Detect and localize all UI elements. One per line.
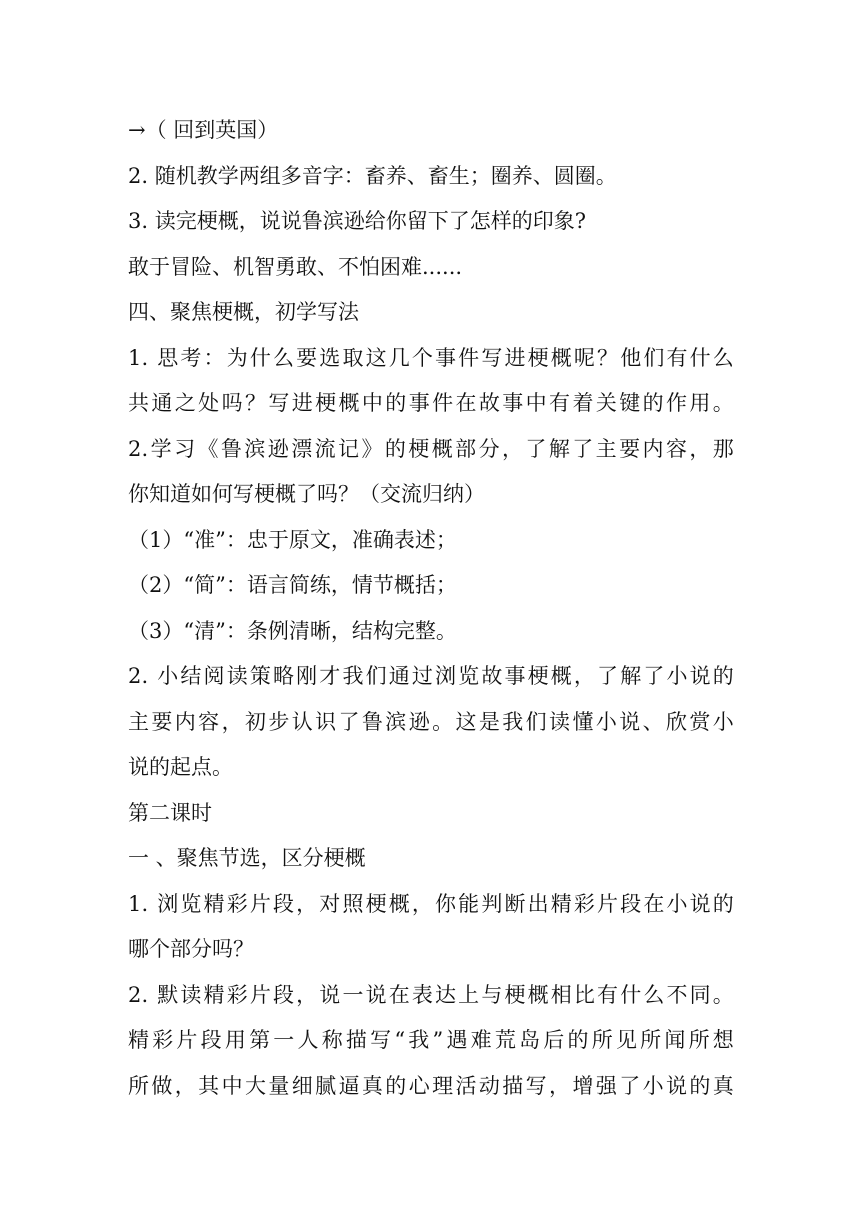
line-point-accurate: （1）“准”：忠于原文，准确表述； (128, 527, 457, 552)
line-polyphonic-characters: 2. 随机教学两组多音字：畜养、畜生；圈养、圆圈。 (128, 163, 617, 188)
document-body (128, 108, 734, 1109)
line-return-england: →（ 回到英国） (128, 118, 279, 142)
line-summary-strategy: 2. 小结阅读策略刚才我们通过浏览故事梗概，了解了小说的 (128, 664, 734, 688)
line-read-excerpt: 2. 默读精彩片段，说一说在表达上与梗概相比有什么不同。 (128, 982, 734, 1007)
line-point-concise: （2）“简”：语言简练，情节概括； (128, 573, 457, 597)
section-heading-focus-excerpt: 一 、聚焦节选，区分梗概 (128, 846, 366, 870)
line-think-answer: 共通之处吗？写进梗概中的事件在故事中有着关键的作用。 (128, 391, 734, 415)
line-point-clear: （3）“清”：条例清晰，结构完整。 (128, 618, 457, 643)
line-impression-answer: 敢于冒险、机智勇敢、不怕困难...... (128, 254, 463, 279)
line-think-question: 1. 思考：为什么要选取这几个事件写进梗概呢？他们有什么 (128, 345, 734, 370)
line-learn-summary: 2.学习《鲁滨逊漂流记》的梗概部分，了解了主要内容，那 (128, 436, 734, 461)
section-heading-second-lesson: 第二课时 (128, 800, 212, 825)
line-browse-excerpt: 1. 浏览精彩片段，对照梗概，你能判断出精彩片段在小说的 (128, 891, 734, 916)
line-browse-excerpt-cont: 哪个部分吗？ (128, 937, 254, 961)
line-summary-strategy-end: 说的起点。 (128, 755, 233, 779)
line-impression-question: 3. 读完梗概，说说鲁滨逊给你留下了怎样的印象? (128, 209, 586, 233)
line-excerpt-analysis: 精彩片段用第一人称描写“我”遇难荒岛后的所见所闻所想 (128, 1028, 734, 1052)
line-summary-strategy-cont: 主要内容，初步认识了鲁滨逊。这是我们读懂小说、欣赏小 (128, 709, 734, 734)
line-excerpt-analysis-cont: 所做，其中大量细腻逼真的心理活动描写，增强了小说的真 (128, 1073, 734, 1098)
line-learn-summary-cont: 你知道如何写梗概了吗？（交流归纳） (128, 482, 485, 506)
section-heading-focus-summary: 四、聚焦梗概，初学写法 (128, 300, 359, 324)
